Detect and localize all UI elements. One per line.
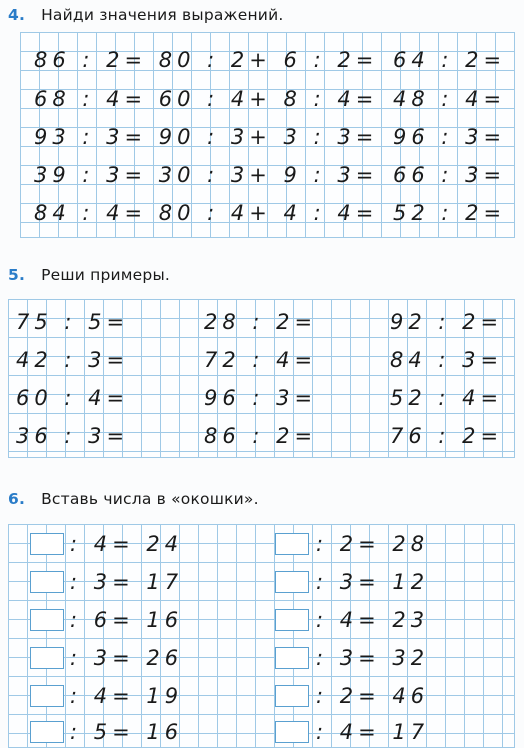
task-6-number: 6.	[8, 490, 26, 508]
answer-box[interactable]	[275, 647, 309, 669]
task-4-expression: 64 : 2=	[393, 48, 507, 72]
task-5-expression: 76 : 2=	[390, 424, 504, 448]
answer-box[interactable]	[30, 647, 64, 669]
task-6-grid	[8, 524, 515, 748]
task-6-equation: : 3= 26	[70, 646, 184, 670]
answer-box[interactable]	[30, 721, 64, 743]
task-6-equation: : 6= 16	[70, 608, 184, 632]
task-6-text: Вставь числа в «окошки».	[41, 490, 259, 508]
task-6-equation: : 3= 32	[316, 646, 430, 670]
task-5-expression: 28 : 2=	[204, 310, 318, 334]
answer-box[interactable]	[30, 609, 64, 631]
task-5-expression: 84 : 3=	[390, 348, 504, 372]
task-6-equation: : 5= 16	[70, 720, 184, 744]
task-4-expression: 52 : 2=	[393, 201, 507, 225]
task-6-equation: : 2= 46	[316, 684, 430, 708]
task-5-expression: 42 : 3=	[16, 348, 130, 372]
task-4-expression: 39 : 3= 30 : 3+ 9 : 3=	[34, 163, 379, 187]
task-5-expression: 96 : 3=	[204, 386, 318, 410]
task-5-expression: 86 : 2=	[204, 424, 318, 448]
task-4-expression: 84 : 4= 80 : 4+ 4 : 4=	[34, 201, 379, 225]
answer-box[interactable]	[275, 609, 309, 631]
task-6-equation: : 4= 17	[316, 720, 430, 744]
task-5-expression: 36 : 3=	[16, 424, 130, 448]
task-6-equation: : 4= 19	[70, 684, 184, 708]
answer-box[interactable]	[275, 571, 309, 593]
task-6-equation: : 3= 12	[316, 570, 430, 594]
task-5-number: 5.	[8, 266, 26, 284]
task-5-expression: 92 : 2=	[390, 310, 504, 334]
task-6-title	[8, 490, 259, 508]
task-4-expression: 93 : 3= 90 : 3+ 3 : 3=	[34, 125, 379, 149]
task-6-equation: : 4= 23	[316, 608, 430, 632]
answer-box[interactable]	[30, 685, 64, 707]
task-4-expression: 86 : 2= 80 : 2+ 6 : 2=	[34, 48, 379, 72]
answer-box[interactable]	[275, 685, 309, 707]
task-5-expression: 72 : 4=	[204, 348, 318, 372]
task-4-expression: 66 : 3=	[393, 163, 507, 187]
task-6-equation: : 2= 28	[316, 532, 430, 556]
answer-box[interactable]	[30, 571, 64, 593]
task-5-text: Реши примеры.	[41, 266, 171, 284]
task-4-number: 4.	[8, 6, 26, 24]
answer-box[interactable]	[275, 721, 309, 743]
task-5-expression: 75 : 5=	[16, 310, 130, 334]
task-6-equation: : 3= 17	[70, 570, 184, 594]
task-4-title	[8, 6, 283, 24]
task-5-expression: 60 : 4=	[16, 386, 130, 410]
task-4-expression: 68 : 4= 60 : 4+ 8 : 4=	[34, 87, 379, 111]
task-4-expression: 96 : 3=	[393, 125, 507, 149]
task-5-expression: 52 : 4=	[390, 386, 504, 410]
task-4-text: Найди значения выражений.	[41, 6, 284, 24]
task-6-equation: : 4= 24	[70, 532, 184, 556]
answer-box[interactable]	[30, 533, 64, 555]
task-5-title	[8, 266, 170, 284]
answer-box[interactable]	[275, 533, 309, 555]
task-4-expression: 48 : 4=	[393, 87, 507, 111]
